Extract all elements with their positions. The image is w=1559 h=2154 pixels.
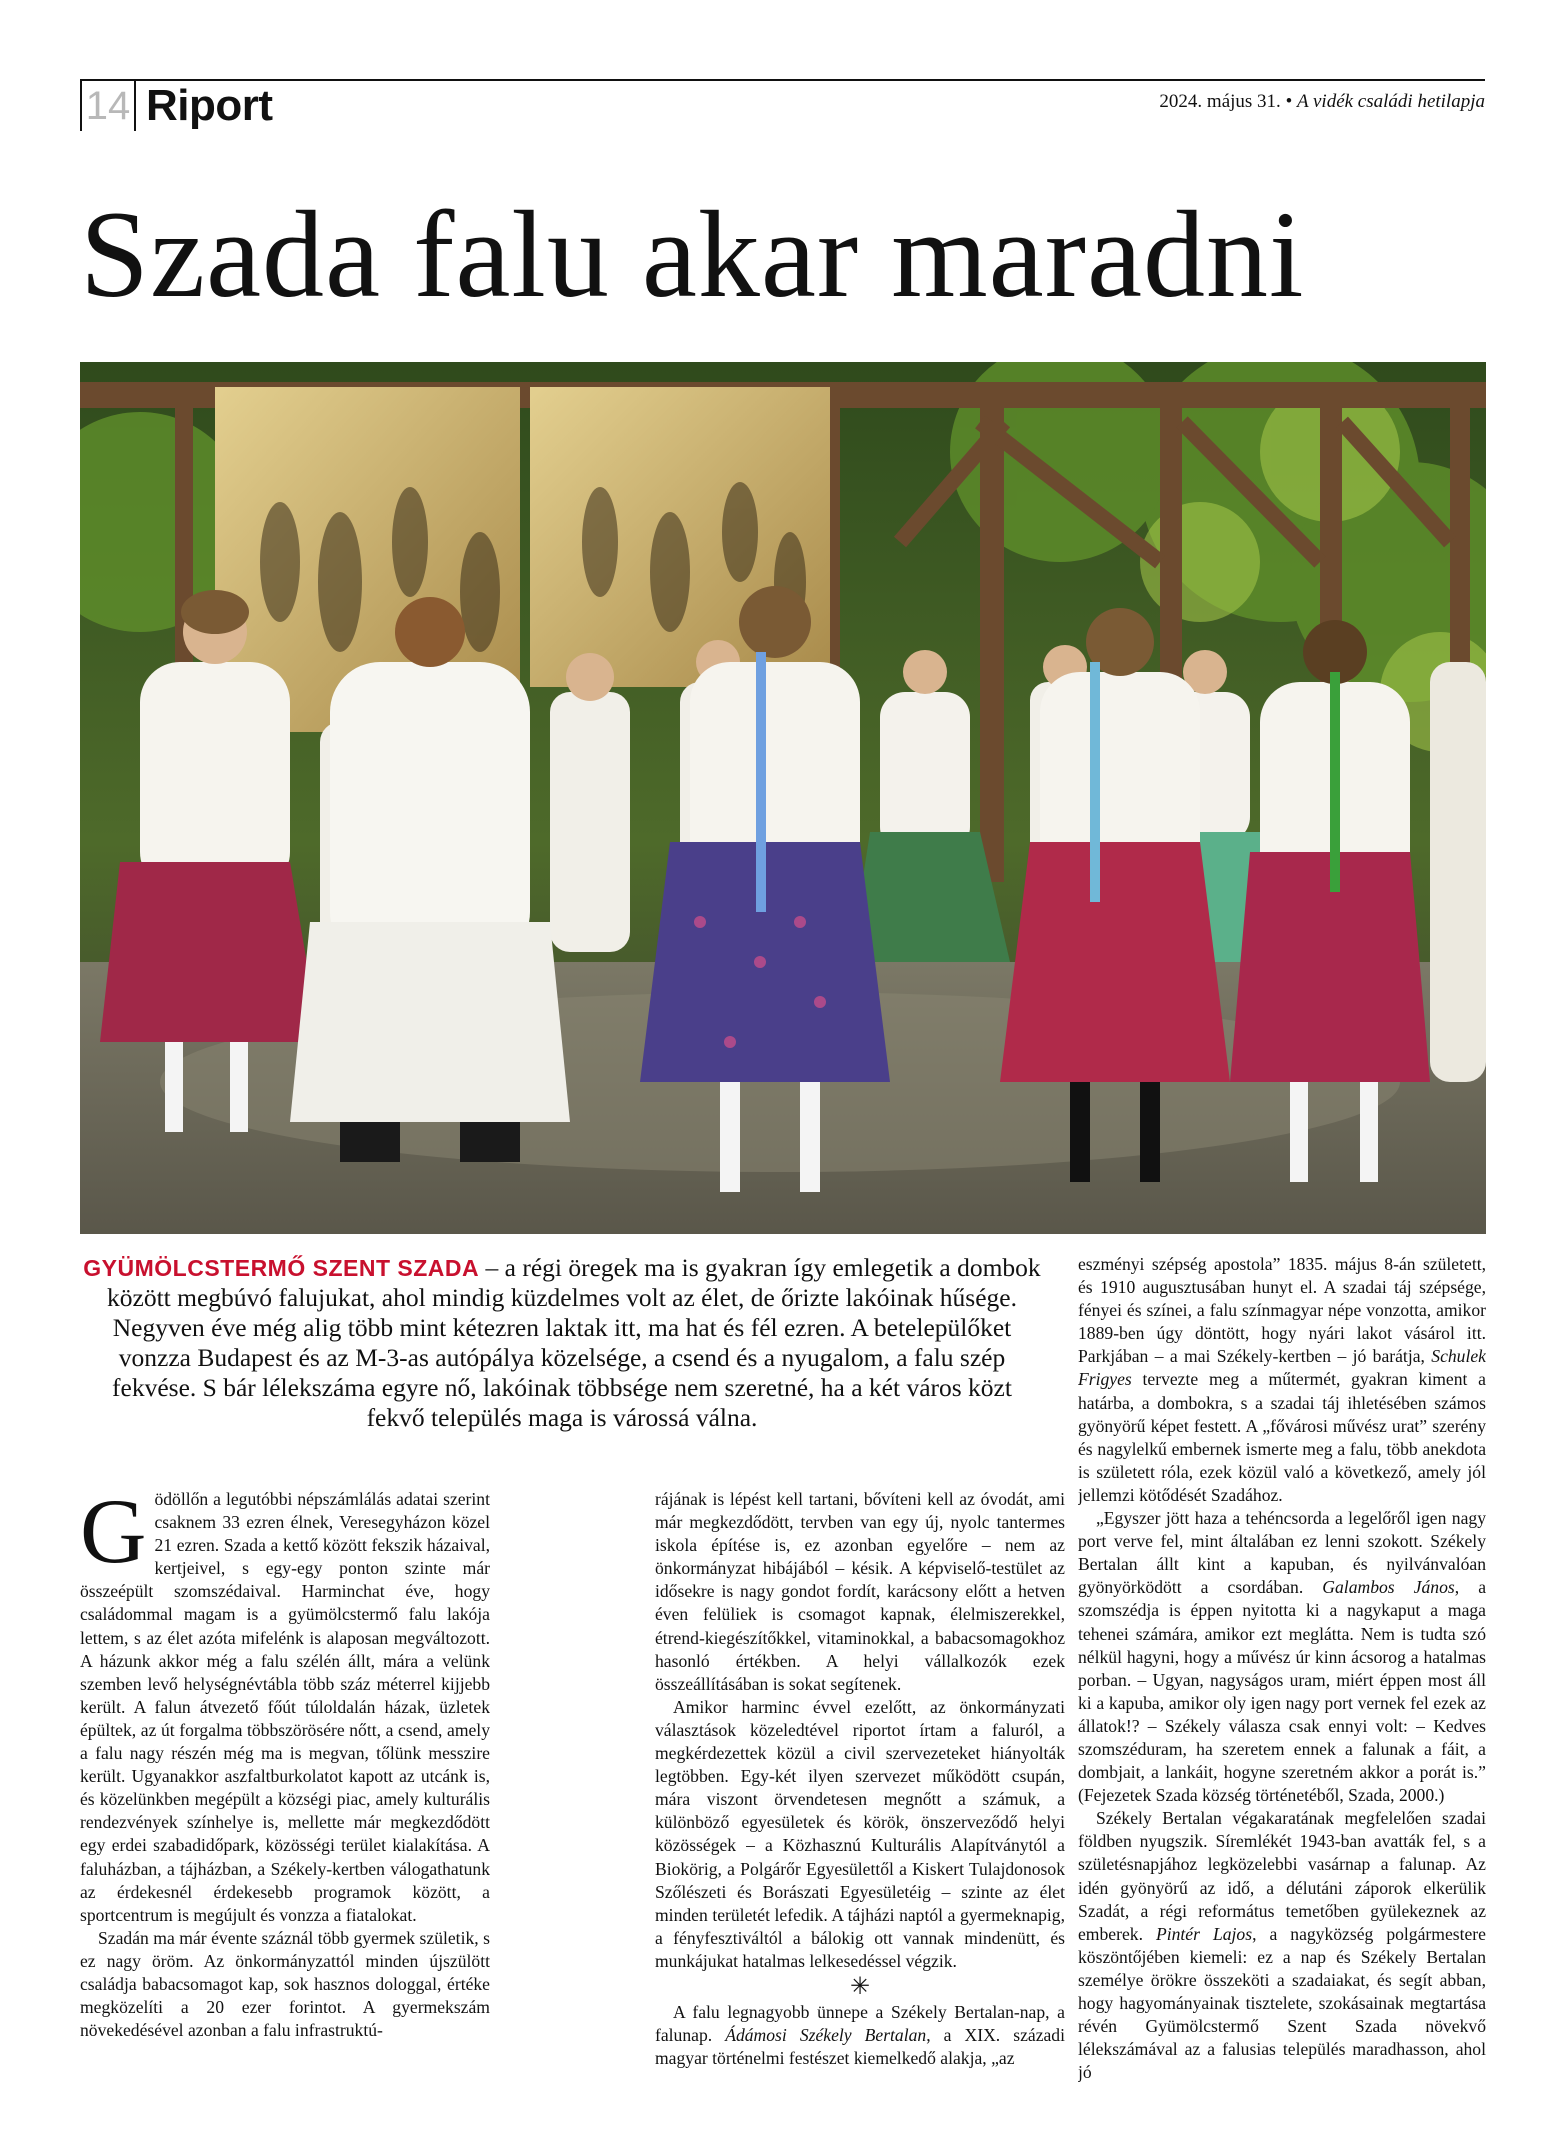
col3-p2-a: „Egyszer jött haza a tehéncsorda a legelőről igen nagy port verve fel, mint általában ez lenni szokott. Székely Bertalan állt kint a kapuban, és nyilvánvalóan gyönyörködött a csordában. [1078,1508,1486,1598]
col3-paragraph-3 [1078,1807,1486,2084]
col1-paragraph-1 [80,1488,490,1927]
page-number: 14 [80,81,136,131]
col2-p3-b: , a XIX. századi magyar történelmi festészet kiemelkedő alakja, „az [655,2025,1065,2069]
col2-p3-a: A falu legnagyobb ünnepe a Székely Bertalan-nap, a falunap. [655,2001,1065,2046]
header-rule [80,79,1485,81]
column-2 [655,1488,1065,2128]
col2-paragraph-2: Amikor harminc évvel ezelőtt, az önkormányzati választások közeledtével riportot írtam a faluról, a megkérdezettek közül a civil szervezeteket hiányolták legtöbben. Egy-két ilyen szervezet működött csupán, mára viszont örvendetesen megnőtt a számuk, a különböző egyesületek és körök, önszerveződő helyi közösségek – a Közhasznú Kulturális Alapítványtól a Biokörig, a Polgárőr Egyesülettől a Kiskert Tulajdonosok Szőlészeti és Borászati Egyesületéig – szinte az élet minden területét lefedik. A tájházi naptól a gyermeknapig, a fényfesztiváltól a bálokig ott vannak mindenütt, és munkájukat hatalmas lelkesedéssel végzik. [655,1696,1065,1971]
col2-paragraph-3 [655,2001,1065,2070]
column-3 [1078,1253,1486,2128]
lead-paragraph [80,1253,1044,1453]
col3-p1-name: Schulek Frigyes [1078,1346,1486,1390]
col3-p2-b: , a szomszédja is éppen nyitotta ki a nagykaput a maga tehenei számára, amikor ezt meglátta. Nem is tudta szó nélkül hagyni, hogy a művész úr kinn ácsorog a hatalmas porban. – Ugyan, nagyságos uram, miért éppen most áll ki a kapuba, amikor oly igen nagy port vernek fel ezek az állatok!? – Székely válasza csak ennyi volt: – Kedves szomszéduram, ha szeretem ennek a falunak a fáit, a dombjait, a lankáit, hogyne szeretném akkor a porát is.” (Fejezetek Szada község történetéből, Szada, 2000.) [1078,1577,1486,1806]
publication-name: A vidék családi hetilapja [1296,91,1485,112]
column-1 [80,1488,490,2128]
folk-dance-photo [80,362,1486,1234]
section-title: Riport [146,81,273,130]
dropcap: G [80,1488,147,1582]
col3-p1-b: tervezte meg a műtermét, gyakran kiment a határba, a dombokra, s a szadai táj ihletésében számos gyönyörű képet festett. A „fővárosi művész urat” szerény és nagylelkű embernek ismerte meg a falu, több anekdota is született róla, ezek közül való a következő, amely jól jellemzi kötődését Szadához. [1078,1369,1486,1505]
lead-kicker: GYÜMÖLCSTERMŐ SZENT SZADA [83,1255,480,1281]
issue-meta [1159,90,1485,114]
col3-p1-a: eszményi szépség apostola” 1835. május 8-án született, és 1910 augusztusában hunyt el. A szadai táj szépsége, fényei és színei, a falu színmagyar népe vonzotta, amikor 1889-ben úgy döntött, hogy nyári lakot vásárol itt. Parkjában – a mai Székely-kertben – jó barátja, [1078,1254,1486,1367]
col3-p3-a: Székely Bertalan végakaratának megfelelően szadai földben nyugszik. Síremlékét 1943-ban avatták fel, s a születésnapjához legközelebbi vasárnap a falunap. Az idén gyönyörű az idő, a délutáni záporok elkerülik Szadát, a régi református temetőben gyülekeznek az emberek. [1078,1808,1486,1944]
col3-paragraph-1 [1078,1253,1486,1507]
headline: Szada falu akar maradni [80,186,1305,323]
col3-p3-name: Pintér Lajos [1155,1923,1253,1944]
meta-bullet: • [1285,91,1293,112]
col3-paragraph-2 [1078,1507,1486,1807]
col1-paragraph-2: Szadán ma már évente száznál több gyermek születik, s ez nagy öröm. Az önkormányzattól minden újszülött családja babacsomagot kap, sok hasznos dologgal, értéke megközelíti a 20 ezer forintot. A gyermekszám növekedésével azonban a falu infrastruktú- [80,1927,490,2041]
col2-p3-name: Ádámosi Székely Bertalan [725,2025,927,2046]
lead-text: – a régi öregek ma is gyakran így emlegetik a dombok között megbúvó falujukat, ahol mindig küzdelmes volt az élet, de őrizte lakóinak hűsége. Negyven éve még alig több mint kétezren laktak itt, ma hat és fél ezren. A betelepülőket vonzza Budapest és az M-3-as autópálya közelsége, a csend és a nyugalom, a falu szép fekvése. S bár lélekszáma egyre nő, lakóinak többsége nem szeretné, ha a két város közt fekvő település maga is várossá válna. [107,1253,1041,1432]
col3-p3-b: , a nagyközség polgármestere köszöntőjében kiemeli: ez a nap és Székely Bertalan személye örökre összeköti a szadaiakat, és segít abban, hogy hagyományainak tisztelete, szokásainak megtartása révén Gyümölcstermő Szent Szada növekvő lélekszámával az a falusias település maradhasson, ahol jó [1078,1923,1486,2083]
section-divider-asterisk: ✳ [849,1973,871,2000]
issue-date: 2024. május 31. [1159,91,1281,112]
col2-paragraph-1: rájának is lépést kell tartani, bővíteni kell az óvodát, ami már megkezdődött, tervben van egy új, nyolc tantermes iskola építése is, ez azonban egyelőre – nem az önkormányzat hibájából – késik. A képviselő-testület az idősekre is nagy gondot fordít, karácsony előtt a hetven éven felüliek is csomagot kapnak, élelmiszerekkel, étrend-kiegészítőkkel, vitaminokkal, a babacsomagokhoz hasonló értékben. A helyi vállalkozók ezek összeállításában is sokat segítenek. [655,1489,1065,1694]
col3-p2-name: Galambos János [1322,1577,1455,1598]
col1-p1-text: ödöllőn a legutóbbi népszámlálás adatai szerint csaknem 33 ezren élnek, Veresegyházon közel 21 ezren. Szada a kettő között fekszik házaival, kertjeivel, s egy-egy ponton szinte már összeépült szomszédaival. Harminchat éve, hogy családommal magam is a gyümölcstermő falu lakója lettem, s az élet azóta mifelénk is alaposan megváltozott. A házunk akkor még a falu szélén állt, mára a velünk szemben levő helységnévtábla több száz méterrel kijjebb került. A falun átvezető főút túloldalán házak, üzletek épültek, az út forgalma többszörösére nőtt, a csend, amely a falu nagy részén még ma is megvan, tőlünk messzire került. Ugyanakkor aszfaltburkolatot kapott az utcánk is, és közelünkben megépült a községi piac, amely kulturális rendezvények színhelye is, mellette már megkezdődött egy erdei szabadidőpark, közösségi terület kialakítása. A faluházban, a tájházban, a Székely-kertben válogathatunk az érdekesnél érdekesebb programok között, a sportcentrum is megújult és vonzza a fiatalokat. [80,1489,490,1925]
